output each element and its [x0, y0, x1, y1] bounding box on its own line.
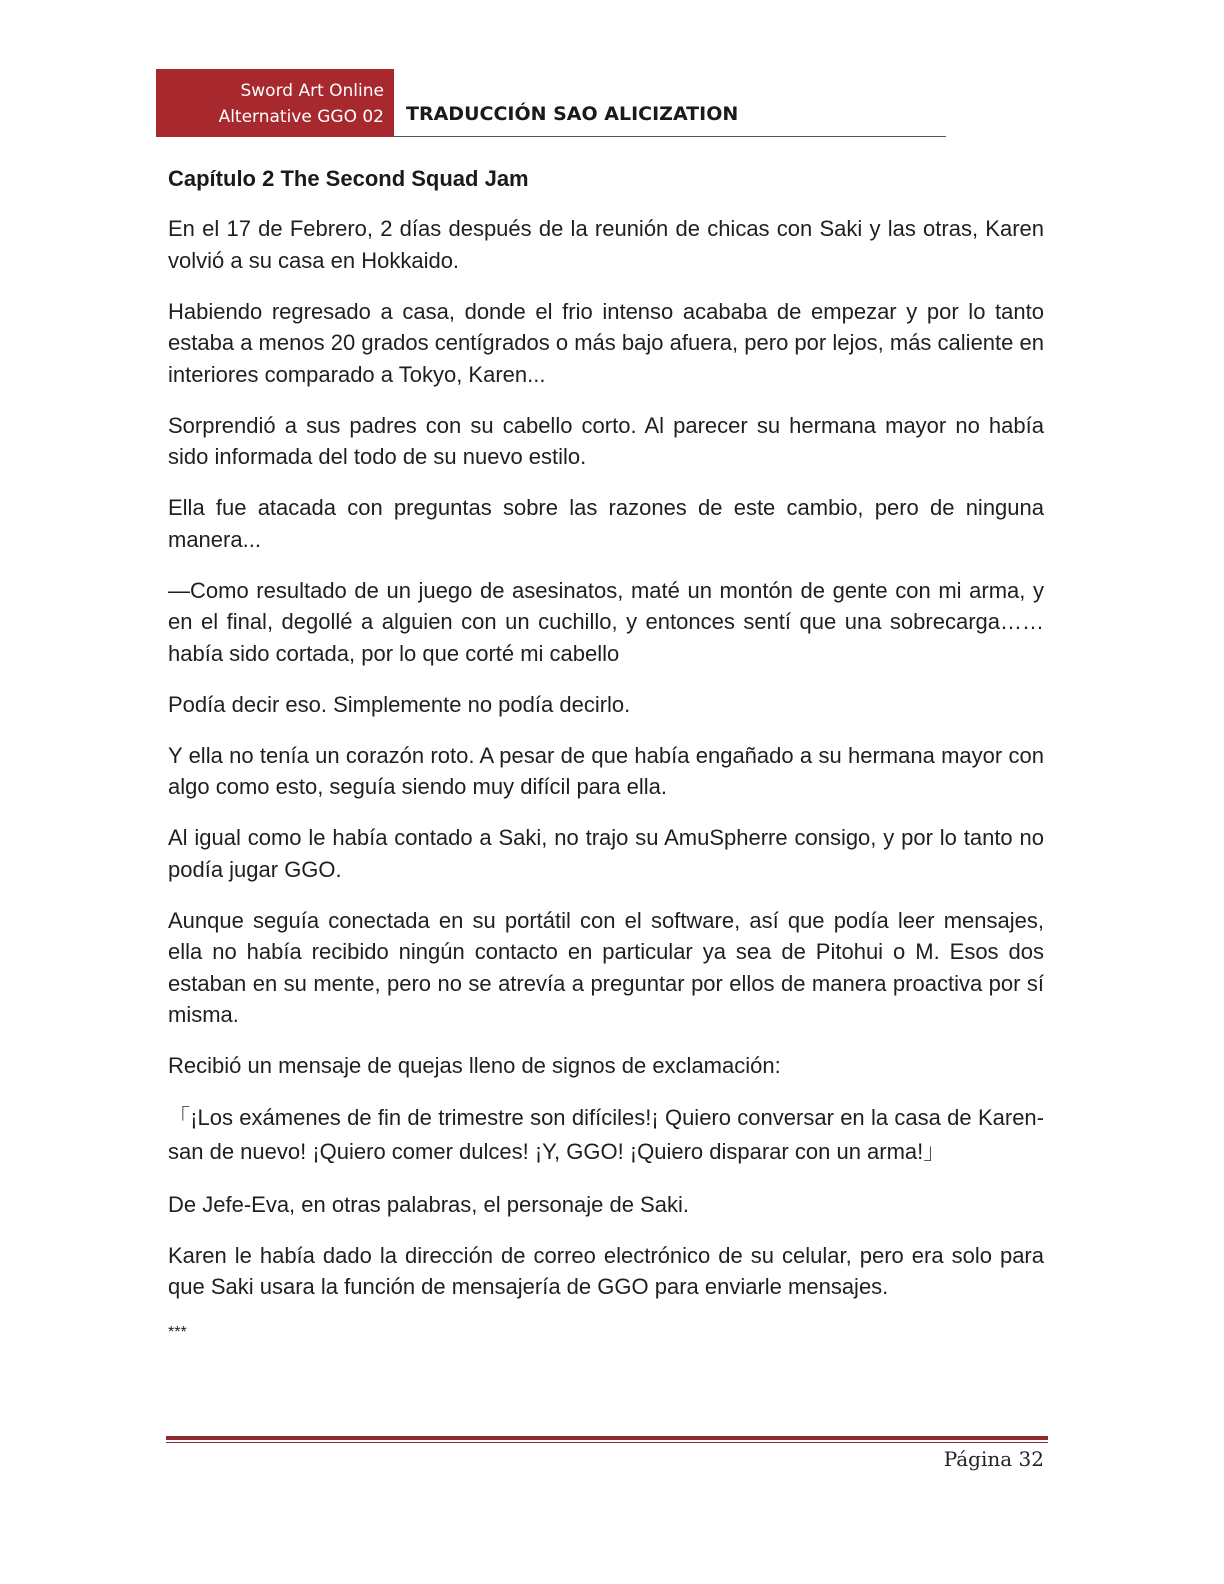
paragraph: Y ella no tenía un corazón roto. A pesar de que había engañado a su hermana mayor con algo como esto, seguía siendo muy difícil para ella.	[168, 742, 1044, 799]
paragraph: Habiendo regresado a casa, donde el frio intenso acababa de empezar y por lo tanto estaba a menos 20 grados centígrados o más bajo afuera, pero por lejos, más caliente en interiores comparado a Tokyo, Karen...	[168, 298, 1044, 387]
paragraph: Aunque seguía conectada en su portátil con el software, así que podía leer mensajes, ella no había recibido ningún contacto en particular ya sea de Pitohui o M. Esos dos estaban en su mente, pero no se atrevía a preguntar por ellos de manera proactiva por sí misma.	[168, 907, 1044, 1027]
footer-divider-thick	[166, 1436, 1048, 1440]
paragraph: Recibió un mensaje de quejas lleno de signos de exclamación:	[168, 1053, 781, 1078]
paragraph: Al igual como le había contado a Saki, no trajo su AmuSpherre consigo, y por lo tanto no podía jugar GGO.	[168, 825, 1044, 882]
paragraph: En el 17 de Febrero, 2 días después de la reunión de chicas con Saki y las otras, Karen volvió a su casa en Hokkaido.	[168, 216, 1044, 273]
page-number: Página 32	[943, 1447, 1044, 1471]
book-title-box	[156, 69, 394, 137]
chapter-title: Capítulo 2 The Second Squad Jam	[168, 166, 529, 191]
header-title: TRADUCCIÓN SAO ALICIZATION	[406, 103, 739, 125]
paragraph: —Como resultado de un juego de asesinatos, maté un montón de gente con mi arma, y en el final, degollé a alguien con un cuchillo, y entonces sentí que una sobrecarga…… había sido cortada, por lo que corté mi cabello	[168, 577, 1044, 666]
paragraph: Podía decir eso. Simplemente no podía decirlo.	[168, 691, 631, 717]
paragraph: De Jefe-Eva, en otras palabras, el personaje de Saki.	[168, 1191, 689, 1217]
paragraph: Karen le había dado la dirección de correo electrónico de su celular, pero era solo para que Saki usara la función de mensajería de GGO para enviarle mensajes.	[168, 1242, 1044, 1299]
book-title-line2: Alternative GGO 02	[218, 107, 384, 127]
book-title-line1: Sword Art Online	[240, 81, 384, 101]
paragraph: Sorprendió a sus padres con su cabello corto. Al parecer su hermana mayor no había sido informada del todo de su nuevo estilo.	[168, 412, 1044, 469]
quoted-message: 「¡Los exámenes de fin de trimestre son difíciles!¡ Quiero conversar en la casa de Karen-san de nuevo! ¡Quiero comer dulces! ¡Y, GGO! ¡Quiero disparar con un arma!」	[168, 1105, 1044, 1164]
footer-divider-thin	[166, 1442, 1048, 1443]
section-break: ***	[168, 1324, 187, 1341]
header-divider	[394, 136, 946, 137]
page-body	[168, 163, 1044, 1344]
page-header	[156, 69, 948, 139]
paragraph: Ella fue atacada con preguntas sobre las razones de este cambio, pero de ninguna manera...	[168, 495, 1044, 552]
